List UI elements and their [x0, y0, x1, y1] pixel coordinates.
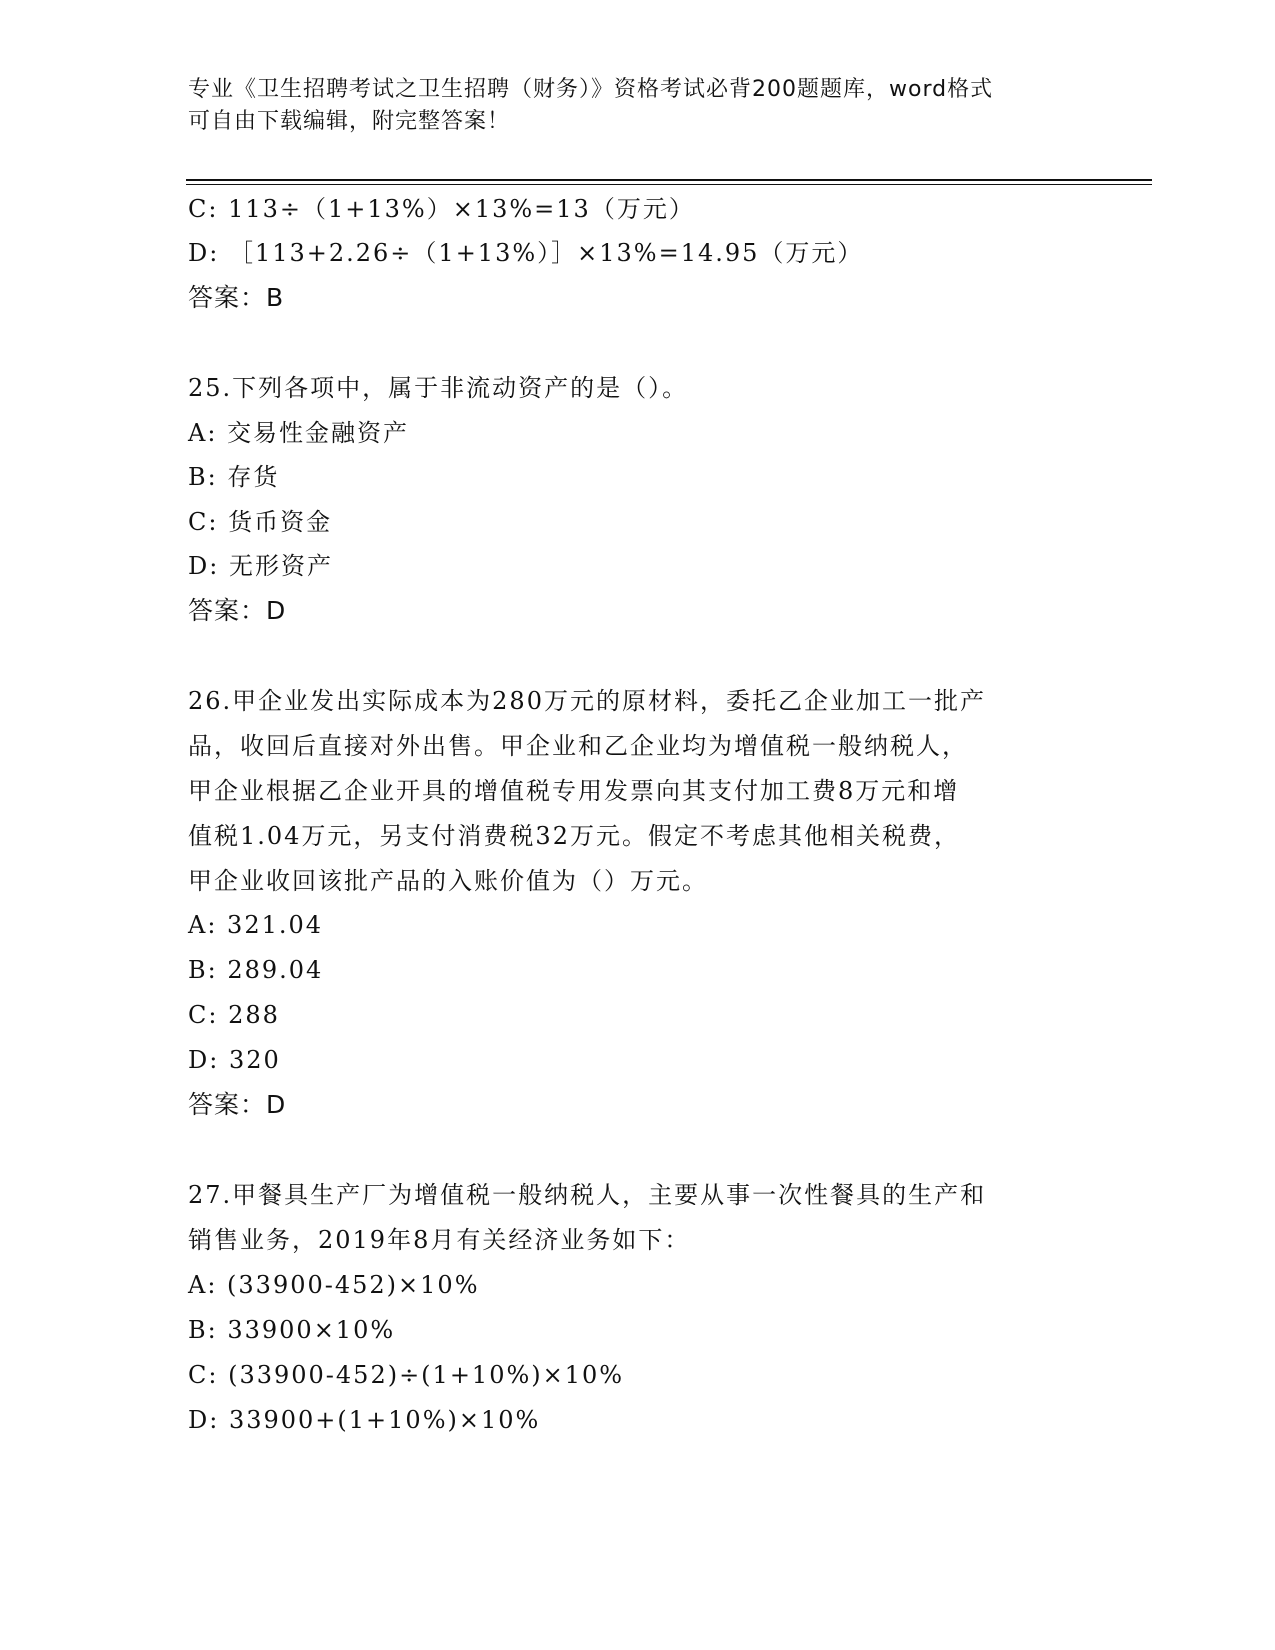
q24-option-d: D: ［113+2.26÷（1+13%）］×13%=14.95（万元）	[188, 239, 864, 267]
header-title-line-2: 可自由下载编辑，附完整答案！	[188, 109, 511, 134]
q25-option-b: B: 存货	[188, 463, 280, 491]
q26-stem-line-5: 甲企业收回该批产品的入账价值为（）万元。	[188, 867, 708, 895]
document-header	[188, 74, 1088, 138]
header-rule-thin	[186, 184, 1152, 185]
header-title-line-1: 专业《卫生招聘考试之卫生招聘（财务）》资格考试必背200题题库，word格式	[188, 77, 994, 102]
q27-option-b: B: 33900×10%	[188, 1316, 396, 1344]
q25-stem: 25.下列各项中，属于非流动资产的是（）。	[188, 374, 689, 402]
q25-answer: 答案：D	[188, 596, 287, 625]
q27-stem-line-2: 销售业务，2019年8月有关经济业务如下：	[188, 1226, 691, 1254]
q26-answer: 答案：D	[188, 1090, 287, 1119]
q26-option-c: C: 288	[188, 1001, 280, 1029]
q26-stem-line-4: 值税1.04万元，另支付消费税32万元。假定不考虑其他相关税费，	[188, 822, 960, 850]
q26-option-b: B: 289.04	[188, 956, 324, 984]
q27-option-a: A: (33900-452)×10%	[188, 1271, 480, 1299]
q27-option-d: D: 33900+(1+10%)×10%	[188, 1406, 541, 1434]
q25-option-a: A: 交易性金融资产	[188, 419, 410, 447]
q26-option-a: A: 321.04	[188, 911, 324, 939]
q24-option-c: C: 113÷（1+13%）×13%=13（万元）	[188, 195, 695, 223]
q26-stem-line-2: 品，收回后直接对外出售。甲企业和乙企业均为增值税一般纳税人，	[188, 732, 968, 760]
q27-option-c: C: (33900-452)÷(1+10%)×10%	[188, 1361, 625, 1389]
q27-stem-line-1: 27.甲餐具生产厂为增值税一般纳税人，主要从事一次性餐具的生产和	[188, 1181, 987, 1209]
q26-stem-line-3: 甲企业根据乙企业开具的增值税专用发票向其支付加工费8万元和增	[188, 777, 960, 805]
q25-option-c: C: 货币资金	[188, 508, 333, 536]
header-rule-thick	[186, 179, 1152, 181]
q25-option-d: D: 无形资产	[188, 552, 333, 580]
q26-option-d: D: 320	[188, 1046, 281, 1074]
q26-stem-line-1: 26.甲企业发出实际成本为280万元的原材料，委托乙企业加工一批产	[188, 687, 986, 715]
q24-answer: 答案：B	[188, 283, 285, 312]
